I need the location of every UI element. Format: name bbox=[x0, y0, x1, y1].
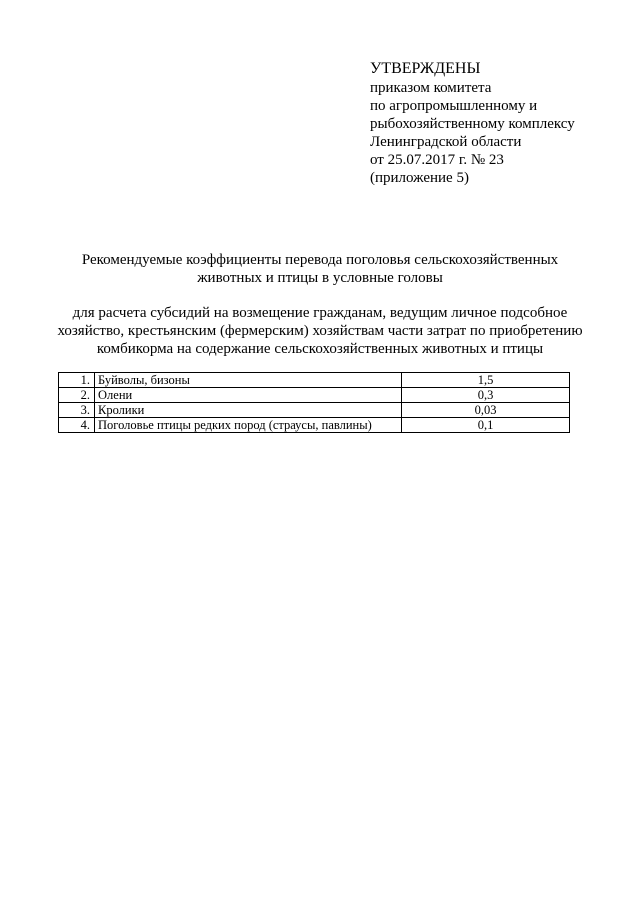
coefficient-value: 0,3 bbox=[402, 388, 570, 403]
animal-name: Поголовье птицы редких пород (страусы, павлины) bbox=[95, 418, 402, 433]
table-row bbox=[59, 403, 570, 418]
subtitle-line: комбикорма на содержание сельскохозяйственных животных и птицы bbox=[96, 341, 544, 357]
document-subtitle bbox=[40, 304, 600, 358]
coefficient-value: 0,03 bbox=[402, 403, 570, 418]
approval-line: по агропромышленному и bbox=[370, 98, 538, 114]
approval-heading: УТВЕРЖДЕНЫ bbox=[370, 60, 481, 77]
animal-name: Кролики bbox=[95, 403, 402, 418]
coefficient-value: 1,5 bbox=[402, 373, 570, 388]
table-row bbox=[59, 388, 570, 403]
approval-line: Ленинградской области bbox=[370, 134, 522, 150]
row-number: 3. bbox=[59, 403, 95, 418]
row-number: 2. bbox=[59, 388, 95, 403]
approval-line: (приложение 5) bbox=[370, 170, 469, 186]
row-number: 4. bbox=[59, 418, 95, 433]
title-line: Рекомендуемые коэффициенты перевода поголовья сельскохозяйственных bbox=[81, 252, 559, 268]
document-title bbox=[40, 251, 600, 287]
approval-line: приказом комитета bbox=[370, 80, 492, 96]
table-row bbox=[59, 418, 570, 433]
approval-line: от 25.07.2017 г. № 23 bbox=[370, 152, 504, 168]
title-line: животных и птицы в условные головы bbox=[197, 270, 443, 286]
approval-line: рыбохозяйственному комплексу bbox=[370, 116, 575, 132]
animal-name: Буйволы, бизоны bbox=[95, 373, 402, 388]
coefficient-table bbox=[58, 372, 570, 433]
subtitle-line: для расчета субсидий на возмещение гражданам, ведущим личное подсобное bbox=[72, 305, 568, 321]
coefficient-value: 0,1 bbox=[402, 418, 570, 433]
animal-name: Олени bbox=[95, 388, 402, 403]
table-row bbox=[59, 373, 570, 388]
row-number: 1. bbox=[59, 373, 95, 388]
approval-block bbox=[370, 60, 575, 187]
subtitle-line: хозяйство, крестьянским (фермерским) хозяйствам части затрат по приобретению bbox=[57, 323, 583, 339]
